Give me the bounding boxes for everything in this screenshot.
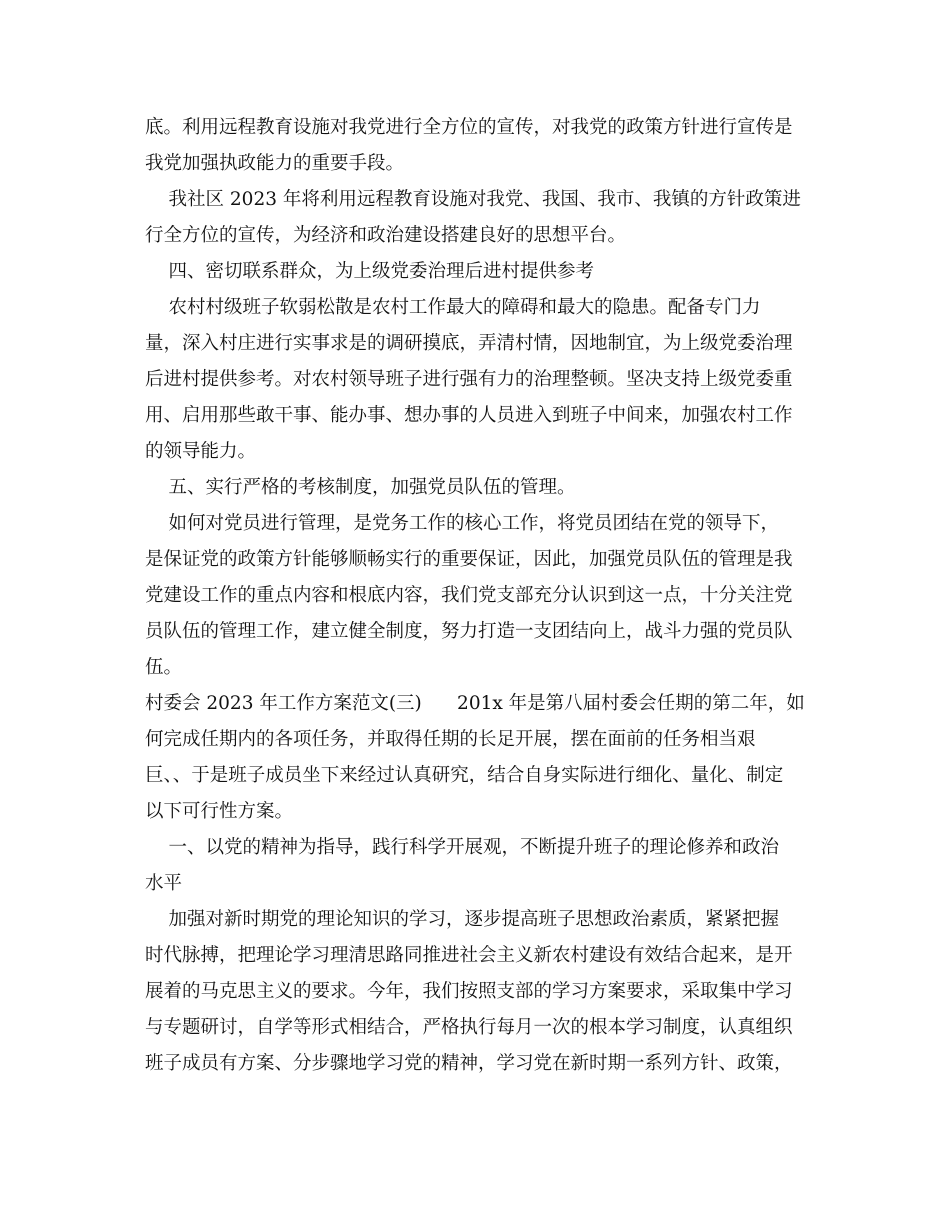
text-line: 加强对新时期党的理论知识的学习，逐步提高班子思想政治素质，紧紧把握: [145, 909, 780, 930]
text-line: 量，深入村庄进行实事求是的调研摸底，弄清村情，因地制宜，为上级党委治理: [145, 333, 793, 354]
text-line: 时代脉搏，把理论学习理清思路同推进社会主义新农村建设有效结合起来，是开: [145, 945, 793, 966]
text-line: 班子成员有方案、分步骤地学习党的精神，学习党在新时期一系列方针、政策，: [145, 1053, 793, 1074]
text-line: 伍。: [145, 657, 183, 678]
text-line: 我社区 2023 年将利用远程教育设施对我党、我国、我市、我镇的方针政策进: [145, 189, 801, 210]
document-body: [145, 110, 807, 1082]
section-heading: 一、以党的精神为指导，践行科学开展观，不断提升班子的理论修养和政治: [145, 837, 780, 858]
text-line: 底。利用远程教育设施对我党进行全方位的宣传，对我党的政策方针进行宣传是: [145, 117, 793, 138]
text-line: 的领导能力。: [145, 441, 257, 462]
text-line: 我党加强执政能力的重要手段。: [145, 153, 405, 174]
text-line: 党建设工作的重点内容和根底内容，我们党支部充分认识到这一点，十分关注党: [145, 585, 793, 606]
text-line: 巨、、于是班子成员坐下来经过认真研究，结合自身实际进行细化、量化、制定: [145, 765, 784, 786]
text-line: 行全方位的宣传，为经济和政治建设搭建良好的思想平台。: [145, 225, 627, 246]
text-line: 员队伍的管理工作，建立健全制度，努力打造一支团结向上，战斗力强的党员队: [145, 621, 793, 642]
document-title-line: 村委会 2023 年工作方案范文(三) 201x 年是第八届村委会任期的第二年，如: [145, 693, 805, 714]
text-line: 与专题研讨，自学等形式相结合，严格执行每月一次的根本学习制度，认真组织: [145, 1017, 793, 1038]
text-line: 以下可行性方案。: [145, 801, 294, 822]
section-heading: 五、实行严格的考核制度，加强党员队伍的管理。: [145, 477, 576, 498]
text-line: 后进村提供参考。对农村领导班子进行强有力的治理整顿。坚决支持上级党委重: [145, 369, 793, 390]
text-line: 农村村级班子软弱松散是农村工作最大的障碍和最大的隐患。配备专门力: [145, 297, 761, 318]
text-line: 如何对党员进行管理，是党务工作的核心工作，将党员团结在党的领导下，: [145, 513, 780, 534]
text-line: 展着的马克思主义的要求。今年，我们按照支部的学习方案要求，采取集中学习: [145, 981, 793, 1002]
text-line: 何完成任期内的各项任务，并取得任期的长足开展，摆在面前的任务相当艰: [145, 729, 756, 750]
text-line: 水平: [145, 873, 183, 894]
text-line: 用、启用那些敢干事、能办事、想办事的人员进入到班子中间来，加强农村工作: [145, 405, 793, 426]
text-line: 是保证党的政策方针能够顺畅实行的重要保证，因此，加强党员队伍的管理是我: [145, 549, 793, 570]
section-heading: 四、密切联系群众，为上级党委治理后进村提供参考: [145, 261, 595, 282]
